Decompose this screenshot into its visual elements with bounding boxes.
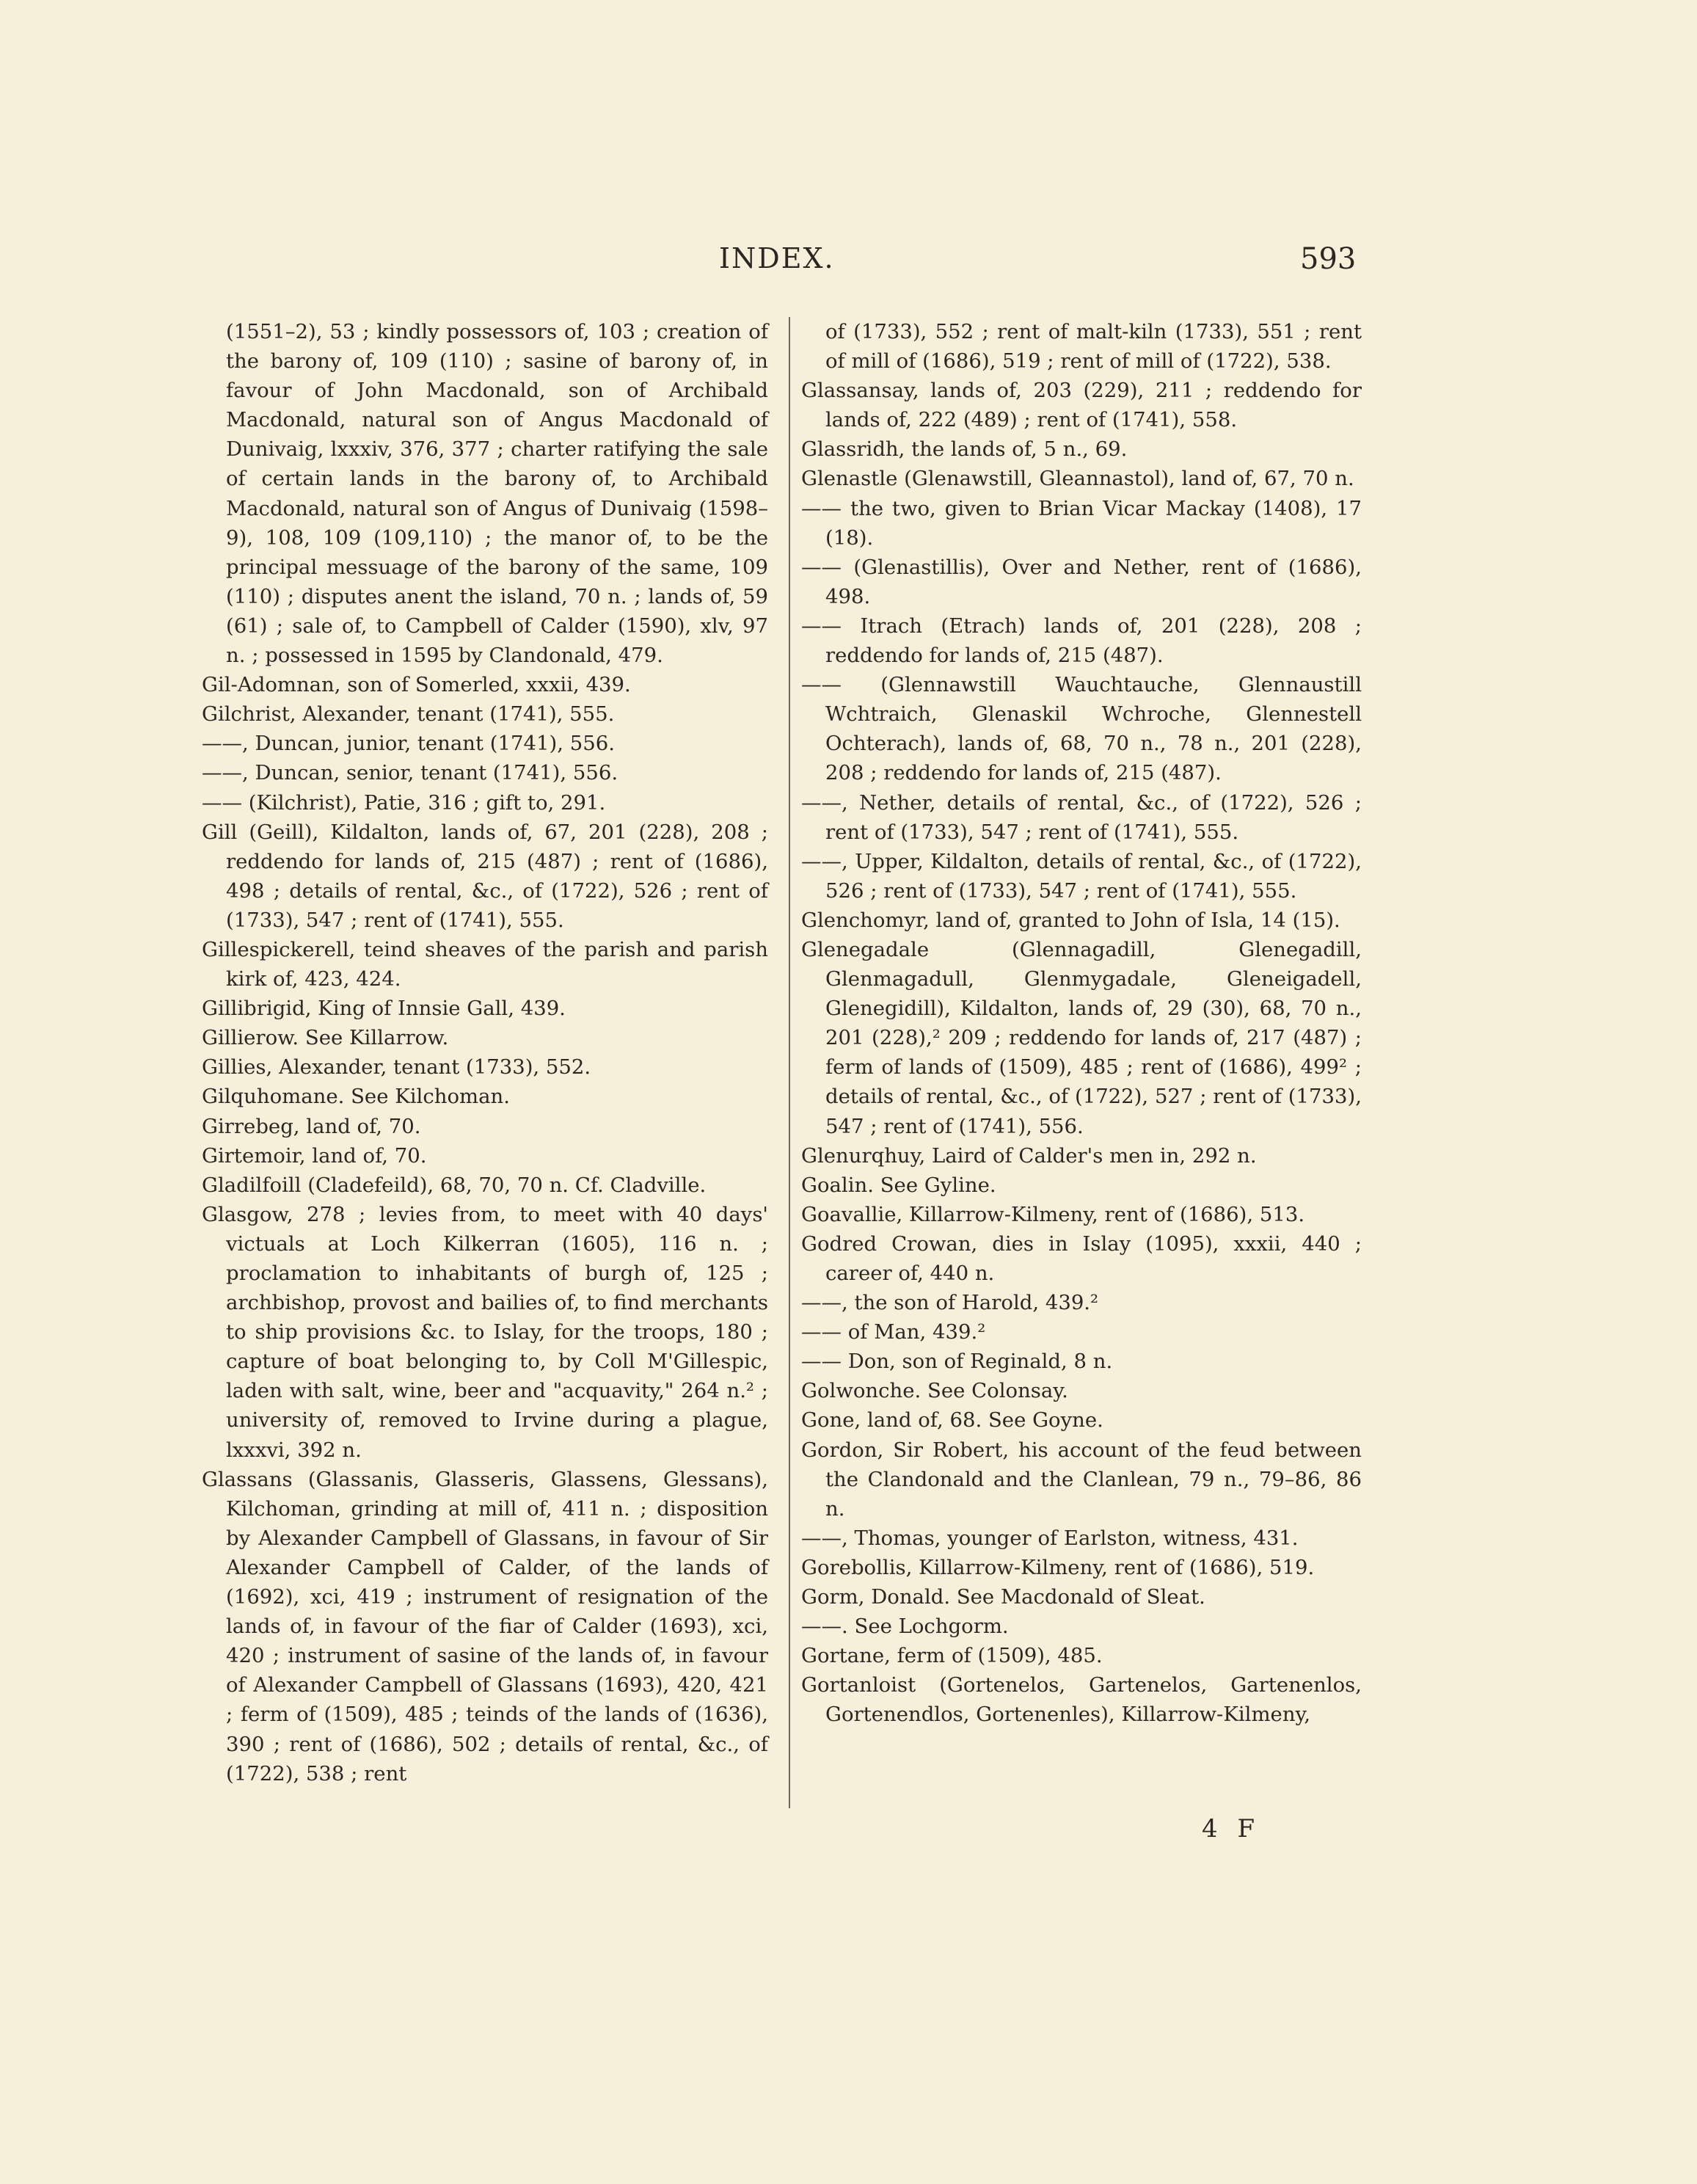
index-entry: ——, the son of Harold, 439.² [801, 1291, 1099, 1315]
index-entry: Golwonche. See Colonsay. [801, 1379, 1068, 1403]
index-entry: Gone, land of, 68. See Goyne. [801, 1408, 1103, 1433]
index-entry: Girtemoir, land of, 70. [202, 1143, 427, 1168]
running-title: INDEX. [719, 242, 835, 274]
signature-mark: 4 F [1202, 1814, 1261, 1843]
index-entry: Gilchrist, Alexander, tenant (1741), 555. [202, 702, 615, 727]
index-entry: Gortanloist (Gortenelos, Gartenelos, Gartenenlos, Gortenendlos, Gortenenles), Killarrow-Kilmeny, [801, 1673, 1362, 1727]
index-entry: Glenurqhuy, Laird of Calder's men in, 292 n. [801, 1143, 1257, 1168]
index-entry: —— the two, given to Brian Vicar Mackay (1408), 17 (18). [801, 496, 1362, 550]
index-entry: Gillibrigid, King of Innsie Gall, 439. [202, 997, 566, 1021]
index-column-left [202, 317, 768, 1788]
index-entry: Glassans (Glassanis, Glasseris, Glassens, Glessans), Kilchoman, grinding at mill of, 411 n. ; disposition by Alexander Campbell of Glassans, in favour of Sir Alexander Campbell of Calder, of the lands of (1692), xci, 419 ; instrument of resignation of the lands of, in favour of the fiar of Calder (1693), xci, 420 ; instrument of sasine of the lands of, in favour of Alexander Campbell of Glassans (1693), 420, 421 ; ferm of (1509), 485 ; teinds of the lands of (1636), 390 ; rent of (1686), 502 ; details of rental, &c., of (1722), 538 ; rent [202, 1467, 768, 1786]
index-entry: Girrebeg, land of, 70. [202, 1114, 421, 1138]
index-entry: Glassridh, the lands of, 5 n., 69. [801, 437, 1128, 462]
index-entry: Gillierow. See Killarrow. [202, 1026, 449, 1050]
index-column-right [801, 317, 1362, 1730]
index-entry: Gillies, Alexander, tenant (1733), 552. [202, 1055, 591, 1080]
index-entry: Gordon, Sir Robert, his account of the feud between the Clandonald and the Clanlean, 79 n., 79–86, 86 n. [801, 1438, 1362, 1521]
index-entry: ——, Nether, details of rental, &c., of (1722), 526 ; rent of (1733), 547 ; rent of (1741), 555. [801, 790, 1362, 844]
page-header [0, 242, 1697, 279]
index-entry: ——, Thomas, younger of Earlston, witness, 431. [801, 1526, 1299, 1550]
index-entry: Glenastle (Glenawstill, Gleannastol), land of, 67, 70 n. [801, 467, 1354, 491]
index-entry: —— (Glennawstill Wauchtauche, Glennaustill Wchtraich, Glenaskil Wchroche, Glennestell Ochterach), lands of, 68, 70 n., 78 n., 201 (228), 208 ; reddendo for lands of, 215 (487). [801, 673, 1362, 785]
index-entry: Goalin. See Gyline. [801, 1173, 996, 1197]
index-entry: ——. See Lochgorm. [801, 1615, 1009, 1639]
index-entry: Glenchomyr, land of, granted to John of Isla, 14 (15). [801, 908, 1340, 932]
index-entry: Goavallie, Killarrow-Kilmeny, rent of (1686), 513. [801, 1202, 1305, 1226]
index-entry: Gorm, Donald. See Macdonald of Sleat. [801, 1585, 1205, 1609]
index-entry: Gladilfoill (Cladefeild), 68, 70, 70 n. Cf. Cladville. [202, 1173, 707, 1197]
index-entry: ——, Duncan, senior, tenant (1741), 556. [202, 761, 618, 785]
index-entry-continuation: of (1733), 552 ; rent of malt-kiln (1733), 551 ; rent of mill of (1686), 519 ; rent of mill of (1722), 538. [825, 320, 1362, 374]
index-entry: Glenegadale (Glennagadill, Glenegadill, Glenmagadull, Glenmygadale, Gleneigadell, Glenegidill), Kildalton, lands of, 29 (30), 68, 70 n., 201 (228),² 209 ; reddendo for lands of, 217 (487) ; ferm of lands of (1509), 485 ; rent of (1686), 499² ; details of rental, &c., of (1722), 527 ; rent of (1733), 547 ; rent of (1741), 556. [801, 937, 1362, 1138]
index-entry: Gilquhomane. See Kilchoman. [202, 1085, 510, 1109]
index-entry: —— of Man, 439.² [801, 1320, 986, 1344]
index-entry: —— Itrach (Etrach) lands of, 201 (228), 208 ; reddendo for lands of, 215 (487). [801, 614, 1362, 668]
index-entry: Gortane, ferm of (1509), 485. [801, 1644, 1103, 1668]
column-divider [789, 317, 790, 1808]
index-entry: Glassansay, lands of, 203 (229), 211 ; reddendo for lands of, 222 (489) ; rent of (1741), 558. [801, 379, 1362, 432]
index-entry: —— (Kilchrist), Patie, 316 ; gift to, 291. [202, 790, 606, 815]
index-entry-continuation: (1551–2), 53 ; kindly possessors of, 103 ; creation of the barony of, 109 (110) ; sasine of barony of, in favour of John Macdonald, son of Archibald Macdonald, natural son of Angus Macdonald of Dunivaig, lxxxiv, 376, 377 ; charter ratifying the sale of certain lands in the barony of, to Archibald Macdonald, natural son of Angus of Dunivaig (1598–9), 108, 109 (109,110) ; the manor of, to be the principal messuage of the barony of the same, 109 (110) ; disputes anent the island, 70 n. ; lands of, 59 (61) ; sale of, to Campbell of Calder (1590), xlv, 97 n. ; possessed in 1595 by Clandonald, 479. [226, 320, 768, 668]
index-entry: ——, Upper, Kildalton, details of rental, &c., of (1722), 526 ; rent of (1733), 547 ; rent of (1741), 555. [801, 849, 1362, 903]
page-number: 593 [1300, 242, 1357, 276]
index-entry: Gillespickerell, teind sheaves of the parish and parish kirk of, 423, 424. [202, 937, 768, 991]
index-entry: Gill (Geill), Kildalton, lands of, 67, 201 (228), 208 ; reddendo for lands of, 215 (487) ; rent of (1686), 498 ; details of rental, &c., of (1722), 526 ; rent of (1733), 547 ; rent of (1741), 555. [202, 820, 768, 932]
index-entry: —— (Glenastillis), Over and Nether, rent of (1686), 498. [801, 555, 1362, 608]
index-entry: Godred Crowan, dies in Islay (1095), xxxii, 440 ; career of, 440 n. [801, 1231, 1362, 1285]
index-entry: Gorebollis, Killarrow-Kilmeny, rent of (1686), 519. [801, 1555, 1315, 1579]
index-entry: Gil-Adomnan, son of Somerled, xxxii, 439. [202, 673, 631, 697]
index-entry: ——, Duncan, junior, tenant (1741), 556. [202, 732, 615, 756]
index-entry: Glasgow, 278 ; levies from, to meet with 40 days' victuals at Loch Kilkerran (1605), 116 n. ; proclamation to inhabitants of burgh of, 125 ; archbishop, provost and bailies of, to find merchants to ship provisions &c. to Islay, for the troops, 180 ; capture of boat belonging to, by Coll M'Gillespic, laden with salt, wine, beer and "acquavity," 264 n.² ; university of, removed to Irvine during a plague, lxxxvi, 392 n. [202, 1202, 768, 1462]
index-entry: —— Don, son of Reginald, 8 n. [801, 1350, 1113, 1374]
